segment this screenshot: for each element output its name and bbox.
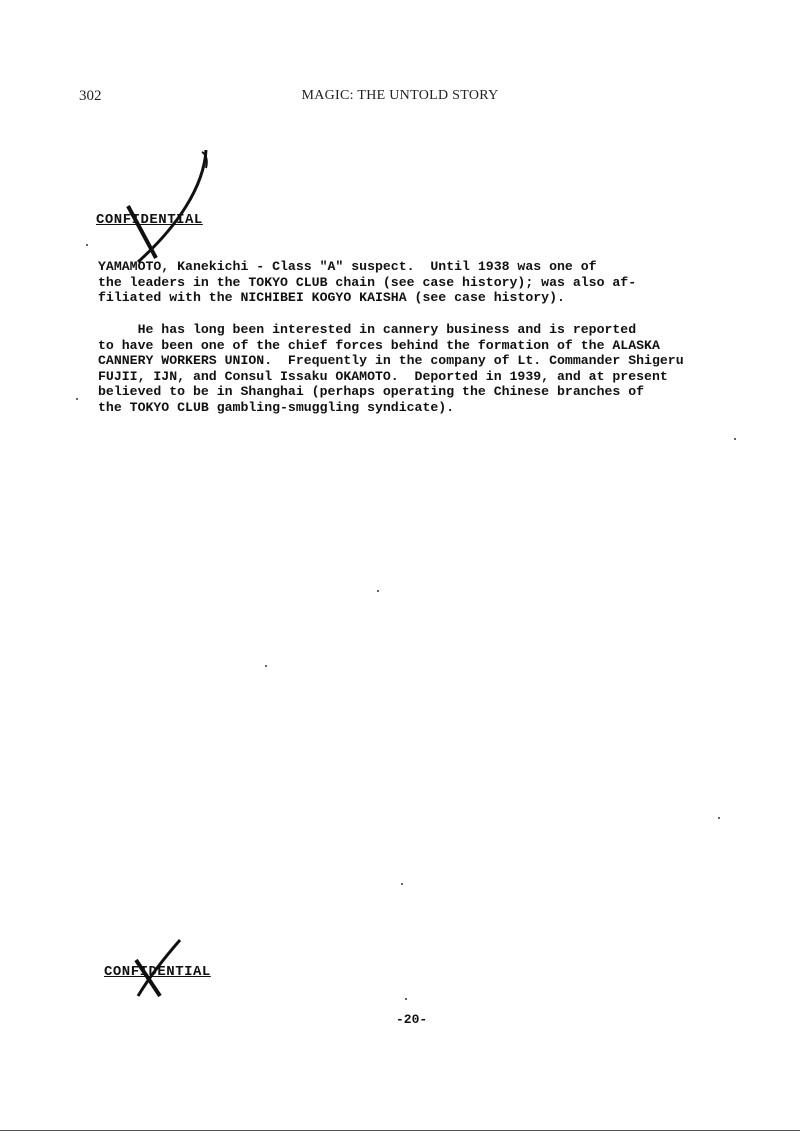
text-line: YAMAMOTO, Kanekichi - Class "A" suspect. Until 1938 was one of bbox=[98, 259, 597, 274]
scan-speck bbox=[76, 398, 78, 400]
confidential-stamp: CONFIDENTIAL bbox=[96, 212, 203, 228]
text-line: CANNERY WORKERS UNION. Frequently in the company of Lt. Commander Shigeru bbox=[98, 353, 684, 368]
text-line: FUJII, IJN, and Consul Issaku OKAMOTO. Deported in 1939, and at present bbox=[98, 368, 668, 384]
text-line: the TOKYO CLUB gambling-smuggling syndicate). bbox=[98, 399, 455, 415]
suspect-paragraph bbox=[98, 259, 738, 306]
scan-speck bbox=[405, 998, 407, 1000]
scan-speck bbox=[377, 590, 379, 592]
text-line: believed to be in Shanghai (perhaps operating the Chinese branches of bbox=[98, 384, 645, 399]
running-head: MAGIC: THE UNTOLD STORY bbox=[301, 88, 499, 103]
cannery-paragraph bbox=[98, 322, 738, 415]
scan-speck bbox=[718, 817, 720, 819]
folio-number: -20- bbox=[396, 1012, 428, 1027]
scan-speck bbox=[265, 665, 267, 667]
scan-speck bbox=[401, 883, 403, 885]
confidential-stamp-bottom: CONFIDENTIAL bbox=[104, 964, 211, 980]
page-edge-rule bbox=[0, 1130, 800, 1131]
text-line: filiated with the NICHIBEI KOGYO KAISHA (see case history). bbox=[98, 290, 565, 305]
text-line: He has long been interested in cannery business and is reported bbox=[98, 322, 637, 337]
text-line: the leaders in the TOKYO CLUB chain (see case history); was also af- bbox=[98, 274, 637, 290]
page-number: 302 bbox=[79, 88, 102, 104]
scan-speck bbox=[734, 438, 736, 440]
text-line: to have been one of the chief forces behind the formation of the ALASKA bbox=[98, 337, 660, 353]
cross-out-mark bbox=[118, 146, 218, 266]
scan-speck bbox=[86, 244, 88, 246]
